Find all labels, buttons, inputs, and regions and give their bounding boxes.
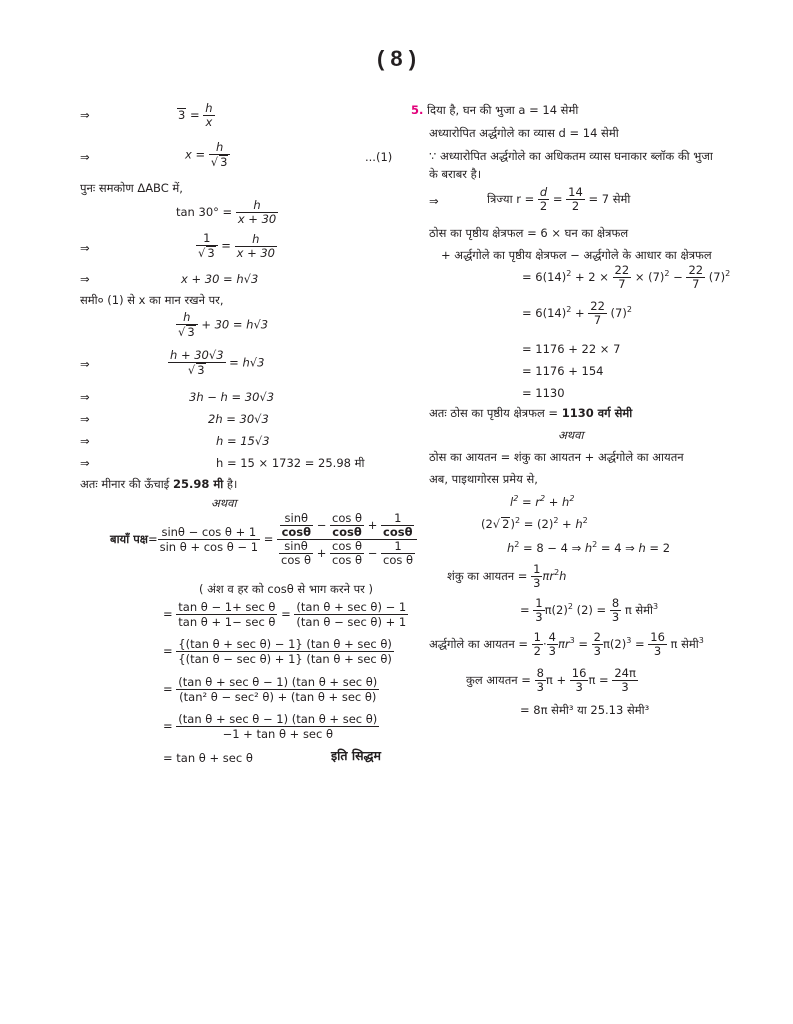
eq-cone-volume-2: = $\frac{1}{3}$ $\pi(2)^2$ (2) = $\frac{8}{3}$ π सेमी$^3$ [520,596,659,624]
eq-hemisphere-volume: अर्द्धगोले का आयतन = $\frac{1}{2}$ · $\frac{4}{3}$ $\pi r^3$ = $\frac{2}{3}$ $\pi(2)^3$ = $\frac{16}{3}$ π सेमी$^3$ [429,630,704,658]
eq-surface-7: = 1130 [522,386,565,400]
text-pythagoras: अब, पाइथागोरस प्रमेय से, [429,472,538,486]
text-diameter: अध्यारोपित अर्द्धगोले का व्यास d = 14 सेमी [429,126,619,140]
eq-total-volume: कुल आयतन = $\frac{8}{3}$ π + $\frac{16}{3}$ π = $\frac{24\pi}{3}$ [466,666,636,694]
implies-arrow: ⇒ [80,434,90,448]
eq-2h: 2h = 30√3 [208,412,269,426]
eq-step-4: = (tan θ + sec θ − 1) (tan θ + sec θ) −1 + tan θ + sec θ [163,712,378,741]
implies-arrow: ⇒ [80,412,90,426]
eq-pythagoras-2: (2√ $2)^2 = (2)^2 + h^2$ [481,516,588,531]
implies-arrow: ⇒ [80,272,90,286]
text-because-1: ∵ अध्यारोपित अर्द्धगोले का अधिकतम व्यास घनाकार ब्लॉक की भुजा [429,149,713,163]
eq-step-2: = {(tan θ + sec θ) − 1} (tan θ + sec θ) {(tan θ − sec θ) + 1} (tan θ + sec θ) [163,637,392,666]
eq-sqrt3-h-over-x: 3 = $\frac{h}{x}$ [178,101,213,129]
implies-arrow: ⇒ [80,241,90,255]
eq-final-volume: = 8π सेमी³ या 25.13 सेमी³ [520,703,650,717]
text-surface-2: + अर्द्धगोले का पृष्ठीय क्षेत्रफल − अर्द्धगोले के आधार का क्षेत्रफल [441,248,712,262]
implies-arrow: ⇒ [80,390,90,404]
eq-surface-5: = 1176 + 22 × 7 [522,342,621,356]
eq-surface-6: = 1176 + 154 [522,364,604,378]
implies-arrow: ⇒ [80,357,90,371]
conclusion-surface: अतः ठोस का पृष्ठीय क्षेत्रफल = 1130 वर्ग सेमी [429,406,633,420]
eq-step-1: = tan θ − 1+ sec θ tan θ + 1− sec θ = (tan θ + sec θ) − 1 (tan θ − sec θ) + 1 [163,600,407,629]
text-puna: पुनः समकोण ΔABC में, [80,181,183,195]
eq-x-plus-30: x + 30 = h√3 [181,272,259,286]
text-divide-note: ( अंश व हर को cosθ से भाग करने पर ) [199,582,373,596]
implies-arrow: ⇒ [80,150,90,164]
eq-1-over-sqrt3: $\frac{1}{√ 3}$ = $\frac{h}{x + 30}$ [198,231,275,260]
eq-x-h-over-sqrt3: x = $\frac{h}{√ 3}$ [185,141,230,169]
page-number: ( 8 ) [376,46,417,71]
implies-arrow: ⇒ [80,108,90,122]
eq-pythagoras-3: $h^2 = 8 - 4$ ⇒ $h^2 = 4$ ⇒ h = 2 [507,540,671,555]
athva-divider: अथवा [211,496,237,510]
eq-cone-volume-1: शंकु का आयतन = $\frac{1}{3}$ $\pi r^2h$ [447,562,567,590]
eq-surface-3: = $6(14)^2 + 2$ × $\frac{22}{7}$ × $(7)^2$ − $\frac{22}{7}$ $(7)^2$ [522,263,731,291]
eq-substitution: $\frac{h}{√ 3}$ + 30 = h√3 [178,310,269,339]
text-sami: समी० (1) से x का मान रखने पर, [80,293,224,307]
eq-h-value: h = 15 × 1732 = 25.98 मी [216,456,365,470]
athva-divider-right: अथवा [558,428,584,442]
eq-step-5: = tan θ + sec θ [163,751,253,765]
conclusion-height: अतः मीनार की ऊँचाई 25.98 मी है। [80,477,238,491]
eq-pythagoras-1: $l^2 = r^2 + h^2$ [510,494,575,509]
eq-radius: त्रिज्या r = $\frac{d}{2}$ = $\frac{14}{2}$ = 7 सेमी [487,185,631,213]
eq-h-15sqrt3: h = 15√3 [216,434,270,448]
eq-lhs-complex: बायाँ पक्ष= $\frac{\text{sinθ − cos θ + 1}}{\text{sin θ + cos θ − 1}}$ = $\frac{\sin\theta}{\cos\theta}$ − $\frac{\text{cos θ}}{\cos\theta}$ + $\frac{1}{\cos\theta}$ $\frac{\sin\theta}{\text{cos θ}}$ + $\frac{\text{cos θ}}{\text{cos θ}}$ − $\frac{1}{\text{cos θ}}$ [110,512,417,567]
text-iti-siddham: इति सिद्धम [331,748,382,763]
question-5: 5. दिया है, घन की भुजा a = 14 सेमी [411,103,579,117]
eq-surface-4: = $6(14)^2$ + $\frac{22}{7}$ $(7)^2$ [522,299,632,327]
equation-reference: ...(1) [365,150,393,164]
eq-combined: $\frac{h + 30√3}{√ 3}$ = h√3 [170,348,265,377]
eq-step-3: = (tan θ + sec θ − 1) (tan θ + sec θ) (tan² θ − sec² θ) + (tan θ + sec θ) [163,675,378,704]
eq-3h-minus-h: 3h − h = 30√3 [189,390,275,404]
text-because-2: के बराबर है। [429,167,482,181]
implies-arrow: ⇒ [429,194,439,208]
text-surface-1: ठोस का पृष्ठीय क्षेत्रफल = 6 × घन का क्षेत्रफल [429,226,629,240]
text-volume-def: ठोस का आयतन = शंकु का आयतन + अर्द्धगोले का आयतन [429,450,684,464]
implies-arrow: ⇒ [80,456,90,470]
eq-tan30: tan 30° = $\frac{h}{x + 30}$ [176,198,277,226]
